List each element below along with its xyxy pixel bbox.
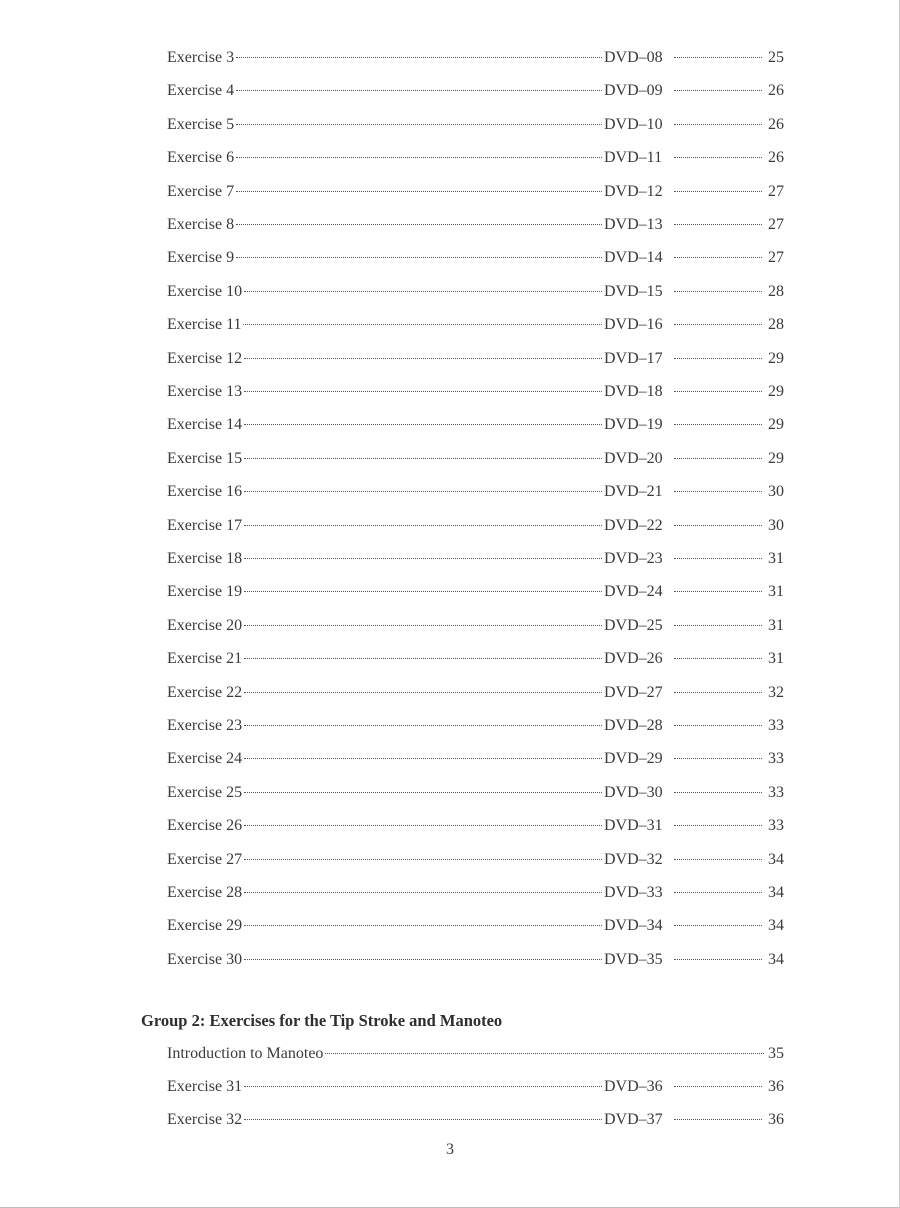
toc-entry-page: 33 [768, 750, 784, 768]
toc-entry-label: Exercise 4 [167, 82, 235, 100]
dot-leader [674, 123, 762, 125]
toc-entry[interactable] [167, 245, 784, 271]
group-2-heading: Group 2: Exercises for the Tip Stroke and Manoteo [141, 1011, 503, 1030]
toc-entry-dvd-track: DVD–26 [604, 650, 663, 668]
toc-entry-label: Exercise 22 [167, 683, 243, 701]
dot-leader [236, 89, 602, 91]
dot-leader [674, 724, 762, 726]
toc-entry[interactable] [167, 179, 784, 205]
dot-leader [244, 891, 602, 893]
toc-entry-introduction-manoteo[interactable] [167, 1041, 784, 1067]
dot-leader [244, 1085, 602, 1087]
dot-leader [244, 757, 602, 759]
toc-entry-label: Exercise 21 [167, 650, 243, 668]
dot-leader [674, 256, 762, 258]
dot-leader [674, 1085, 762, 1087]
dot-leader [236, 56, 602, 58]
toc-entry-dvd-track: DVD–19 [604, 416, 663, 434]
dot-leader [674, 891, 762, 893]
dot-leader [674, 323, 762, 325]
dot-leader [244, 524, 602, 526]
toc-entry-page: 31 [768, 616, 784, 634]
toc-entry-dvd-track: DVD–21 [604, 483, 663, 501]
toc-entry-label: Exercise 25 [167, 783, 243, 801]
dot-leader [674, 524, 762, 526]
dot-leader [674, 924, 762, 926]
dot-leader [244, 824, 602, 826]
toc-entry[interactable] [167, 913, 784, 939]
dot-leader [674, 89, 762, 91]
toc-entry-dvd-track: DVD–08 [604, 49, 663, 66]
toc-entry-label: Exercise 15 [167, 449, 243, 467]
toc-entry[interactable] [167, 513, 784, 539]
toc-entry-dvd-track: DVD–16 [604, 316, 663, 334]
toc-entry[interactable] [167, 479, 784, 505]
toc-entry-page: 34 [768, 917, 784, 935]
toc-entry-dvd-track: DVD–09 [604, 82, 663, 100]
toc-entry[interactable] [167, 112, 784, 138]
toc-entry-page: 35 [768, 1045, 784, 1062]
toc-entry-dvd-track: DVD–12 [604, 182, 663, 200]
toc-entry-label: Exercise 26 [167, 817, 243, 835]
toc-entry-label: Exercise 17 [167, 516, 243, 534]
toc-entry-label: Exercise 31 [167, 1078, 243, 1095]
toc-entry-label: Exercise 16 [167, 483, 243, 501]
toc-entry-label: Exercise 11 [167, 316, 242, 334]
dot-leader [244, 924, 602, 926]
toc-entry-page: 27 [768, 249, 784, 267]
toc-entry[interactable] [167, 579, 784, 605]
dot-leader [674, 791, 762, 793]
toc-entry[interactable] [167, 212, 784, 238]
dot-leader [674, 824, 762, 826]
toc-entry-page: 29 [768, 383, 784, 400]
toc-entry[interactable] [167, 78, 784, 104]
toc-entry-page: 31 [768, 650, 784, 668]
dot-leader [244, 1118, 602, 1120]
dot-leader [244, 624, 602, 626]
dot-leader [244, 557, 602, 559]
dot-leader [244, 423, 602, 425]
toc-entry-page: 30 [768, 483, 784, 501]
toc-entry-label: Exercise 9 [167, 249, 235, 267]
toc-entry-dvd-track: DVD–20 [604, 449, 663, 467]
toc-entry-page: 28 [768, 316, 784, 334]
toc-entry-page: 36 [768, 1111, 784, 1129]
toc-entry-label: Exercise 32 [167, 1111, 243, 1129]
dot-leader [674, 757, 762, 759]
toc-entry[interactable] [167, 379, 784, 405]
toc-entry-dvd-track: DVD–29 [604, 750, 663, 768]
toc-entry-label: Exercise 19 [167, 583, 243, 601]
toc-entry-dvd-track: DVD–15 [604, 282, 663, 300]
toc-entry[interactable] [167, 446, 784, 472]
dot-leader [674, 190, 762, 192]
toc-entry[interactable] [167, 746, 784, 772]
dot-leader [674, 691, 762, 693]
dot-leader [244, 590, 602, 592]
toc-entry[interactable] [167, 780, 784, 806]
toc-entry-dvd-track: DVD–28 [604, 717, 663, 734]
toc-entry-label: Exercise 14 [167, 416, 243, 434]
dot-leader [244, 490, 602, 492]
toc-entry[interactable] [167, 680, 784, 706]
toc-entry-dvd-track: DVD–35 [604, 950, 663, 968]
toc-entry-dvd-track: DVD–14 [604, 249, 663, 267]
toc-entry-page: 29 [768, 449, 784, 467]
toc-entry-page: 33 [768, 817, 784, 835]
dot-leader [244, 791, 602, 793]
dot-leader [674, 858, 762, 860]
toc-entry-dvd-track: DVD–36 [604, 1078, 663, 1095]
toc-entry-label: Exercise 3 [167, 49, 235, 66]
dot-leader [674, 390, 762, 392]
toc-entry-label: Exercise 6 [167, 149, 235, 167]
toc-entry-page: 28 [768, 282, 784, 300]
toc-entry-label: Exercise 13 [167, 383, 243, 400]
toc-entry-label: Exercise 20 [167, 616, 243, 634]
dot-leader [236, 156, 602, 158]
dot-leader [236, 190, 602, 192]
toc-entry-label: Exercise 18 [167, 550, 243, 567]
dot-leader [674, 56, 762, 58]
dot-leader [244, 390, 602, 392]
toc-entry-page: 33 [768, 783, 784, 801]
toc-entry[interactable] [167, 847, 784, 873]
toc-entry-dvd-track: DVD–13 [604, 216, 663, 233]
dot-leader [243, 323, 602, 325]
toc-entry-dvd-track: DVD–32 [604, 850, 663, 868]
dot-leader [244, 724, 602, 726]
dot-leader [236, 123, 602, 125]
toc-entry-dvd-track: DVD–34 [604, 917, 663, 935]
dot-leader [244, 290, 602, 292]
toc-entry-page: 25 [768, 49, 784, 66]
toc-entry[interactable] [167, 713, 784, 739]
dot-leader [674, 290, 762, 292]
dot-leader [674, 624, 762, 626]
toc-entry-dvd-track: DVD–17 [604, 349, 663, 367]
toc-entry-label: Exercise 24 [167, 750, 243, 768]
dot-leader [674, 958, 762, 960]
dot-leader [674, 557, 762, 559]
toc-entry-dvd-track: DVD–25 [604, 616, 663, 634]
toc-entry-page: 36 [768, 1078, 784, 1095]
toc-entry[interactable] [167, 613, 784, 639]
toc-entry-page: 34 [768, 884, 784, 901]
toc-entry-page: 29 [768, 416, 784, 434]
dot-leader [236, 256, 602, 258]
toc-entry-label: Exercise 23 [167, 717, 243, 734]
toc-entry-label: Exercise 30 [167, 950, 243, 968]
toc-entry-page: 33 [768, 717, 784, 734]
toc-entry[interactable] [167, 1074, 784, 1100]
toc-entry-page: 32 [768, 683, 784, 701]
dot-leader [674, 1118, 762, 1120]
toc-entry-dvd-track: DVD–33 [604, 884, 663, 901]
toc-entry-page: 26 [768, 115, 784, 133]
toc-entry[interactable] [167, 947, 784, 973]
toc-entry-page: 27 [768, 216, 784, 233]
dot-leader [244, 958, 602, 960]
dot-leader [674, 357, 762, 359]
toc-entry[interactable] [167, 1107, 784, 1133]
dot-leader [674, 657, 762, 659]
toc-entry-label: Exercise 10 [167, 282, 243, 300]
page-number: 3 [446, 1141, 454, 1158]
toc-entry[interactable] [167, 813, 784, 839]
dot-leader [244, 457, 602, 459]
toc-entry-label: Exercise 7 [167, 182, 235, 200]
toc-entry-dvd-track: DVD–11 [604, 149, 663, 167]
toc-entry-page: 27 [768, 182, 784, 200]
toc-entry-dvd-track: DVD–31 [604, 817, 663, 835]
toc-entry-label: Exercise 27 [167, 850, 243, 868]
toc-entry-page: 26 [768, 82, 784, 100]
dot-leader [674, 457, 762, 459]
toc-entry[interactable] [167, 546, 784, 572]
dot-leader [674, 590, 762, 592]
dot-leader [674, 423, 762, 425]
toc-entry[interactable] [167, 412, 784, 438]
toc-entry-label: Exercise 29 [167, 917, 243, 935]
toc-entry-label: Introduction to Manoteo [167, 1045, 324, 1062]
toc-entry[interactable] [167, 145, 784, 171]
toc-entry-page: 26 [768, 149, 784, 167]
toc-entry-page: 34 [768, 850, 784, 868]
dot-leader [674, 156, 762, 158]
toc-entry[interactable] [167, 45, 784, 71]
dot-leader [244, 357, 602, 359]
toc-entry-label: Exercise 8 [167, 216, 235, 233]
toc-entry[interactable] [167, 646, 784, 672]
toc-entry[interactable] [167, 346, 784, 372]
toc-entry-dvd-track: DVD–24 [604, 583, 663, 601]
toc-entry[interactable] [167, 279, 784, 305]
toc-entry-page: 31 [768, 583, 784, 601]
toc-entry-dvd-track: DVD–10 [604, 115, 663, 133]
dot-leader [244, 858, 602, 860]
toc-entry-dvd-track: DVD–27 [604, 683, 663, 701]
toc-entry-dvd-track: DVD–37 [604, 1111, 663, 1129]
toc-entry-page: 29 [768, 349, 784, 367]
dot-leader [236, 223, 602, 225]
toc-entry-page: 31 [768, 550, 784, 567]
dot-leader [674, 490, 762, 492]
toc-entry-dvd-track: DVD–22 [604, 516, 663, 534]
toc-entry-label: Exercise 28 [167, 884, 243, 901]
toc-entry-dvd-track: DVD–30 [604, 783, 663, 801]
dot-leader [674, 223, 762, 225]
toc-entry-dvd-track: DVD–23 [604, 550, 663, 567]
toc-entry[interactable] [167, 880, 784, 906]
dot-leader [244, 657, 602, 659]
dot-leader [244, 691, 602, 693]
toc-entry-page: 34 [768, 950, 784, 968]
toc-entry[interactable] [167, 312, 784, 338]
dot-leader [325, 1052, 764, 1054]
toc-entry-label: Exercise 5 [167, 115, 235, 133]
toc-entry-label: Exercise 12 [167, 349, 243, 367]
toc-entry-dvd-track: DVD–18 [604, 383, 663, 400]
toc-entry-page: 30 [768, 516, 784, 534]
